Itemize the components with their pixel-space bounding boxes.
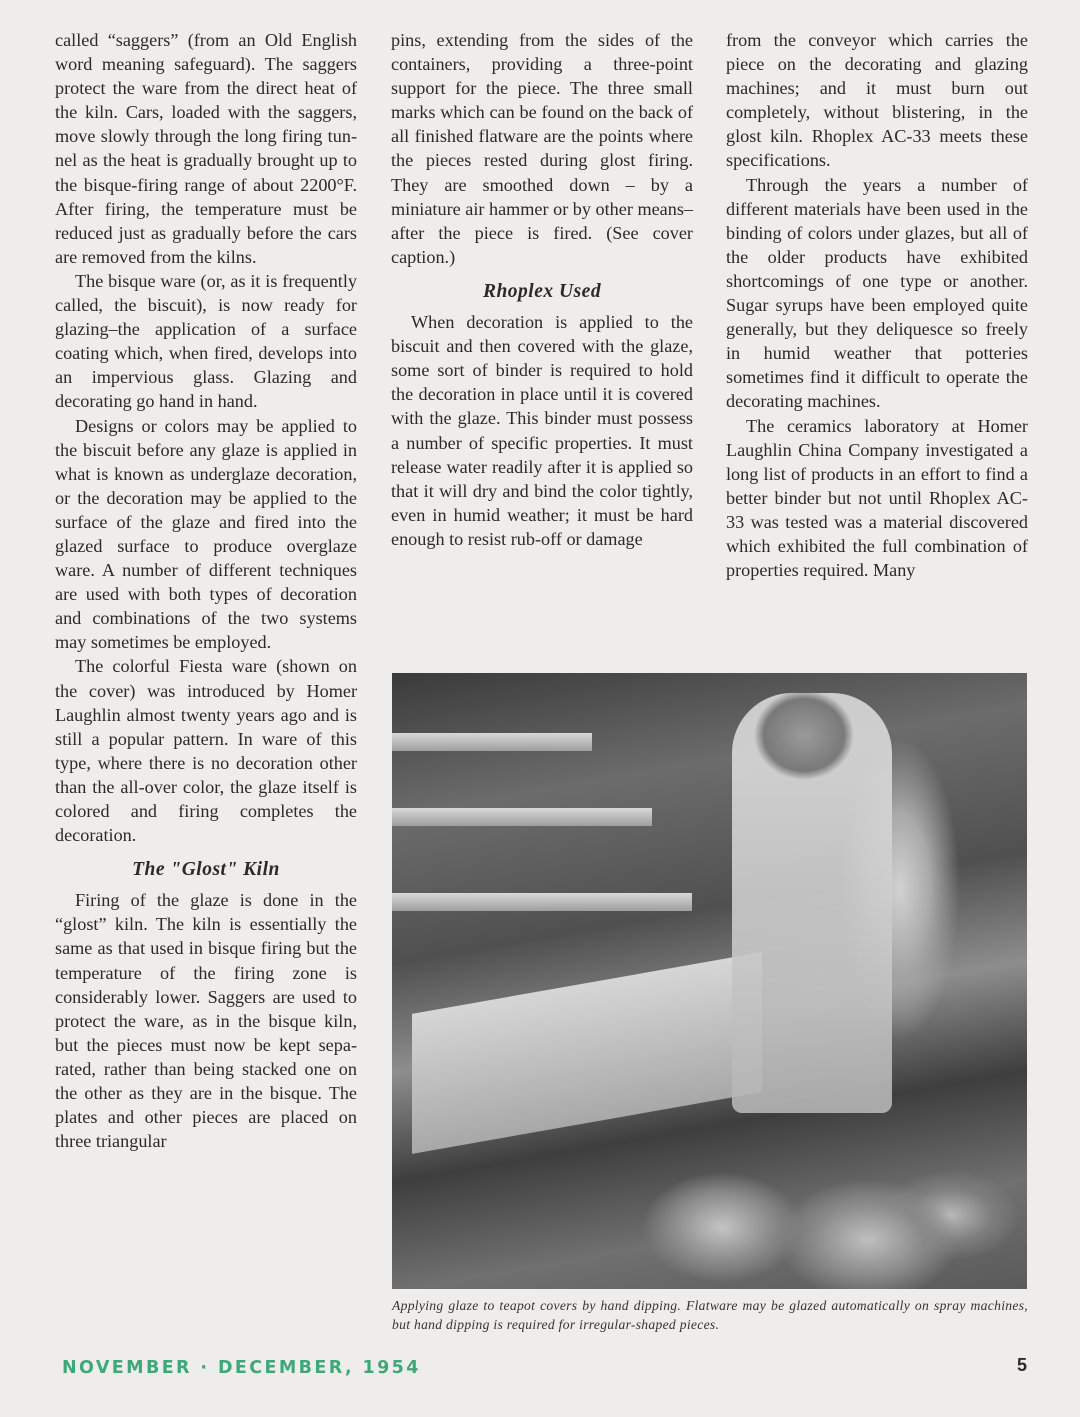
paragraph: The bisque ware (or, as it is frequently called, the biscuit), is now ready for glazing–the application of a surface coating which, when fired, develops into an impervious glass. Glazing and decorating go hand in hand. [55,270,357,412]
photo-caption: Applying glaze to teapot covers by hand dipping. Flatware may be glazed automatically on spray machines, but hand dipping is required for irregular-shaped pieces. [392,1298,1028,1332]
article-column-2 [391,28,693,551]
issue-date: NOVEMBER · DECEMBER, 1954 [62,1358,421,1378]
photo-glaze-vat [412,952,762,1154]
photo-rack-shelf [392,733,592,751]
paragraph: pins, extending from the sides of the containers, providing a three-point support for the piece. The three small marks which can be found on the back of all finished flatware are the points where the pieces rested during glost firing. They are smoothed down – by a miniature air hammer or by other means–after the piece is fired. (See cover caption.) [391,30,694,267]
section-heading-rhoplex-used: Rhoplex Used [482,280,602,302]
paragraph: The ceramics laboratory at Homer Laughlin China Company investigated a long list of products in an effort to find a better binder but not until Rhoplex AC-33 was tested was a material discovered which exhibited the full combination of properties required. Many [726,415,1028,581]
article-column-1 [55,28,357,1153]
photo-rack-shelf [392,893,692,911]
photo-glaze-dipping [392,673,1027,1289]
paragraph: from the conveyor which carries the piece on the decorating and glazing machines; and it must burn out completely, without blistering, in the glost kiln. Rhoplex AC-33 meets these specifications. [726,30,1028,171]
paragraph: When decoration is applied to the biscuit and then covered with the glaze, some sort of binder is required to hold the decoration in place until it is covered with the glaze. This binder must possess a number of specific properties. It must release water readily after it is applied so that it will dry and bind the color tightly, even in humid weather; it must be hard enough to resist rub-off or damage [391,312,693,549]
paragraph: Firing of the glaze is done in the “glost” kiln. The kiln is essentially the same as that used in bisque firing but the temperature of the firing zone is considerably lower. Saggers are used to protect the ware, as in the bisque kiln, but the pieces must now be kept separated, rather than being stacked one on the other as they are in the bisque. The plates and other pieces are placed on three triangular [55,890,357,1152]
photo-rack-shelf [392,808,652,826]
photo-worker-figure [732,693,892,1113]
paragraph: Designs or colors may be applied to the biscuit before any glaze is applied in what is known as underglaze decoration, or the decoration may be applied to the surface of the glaze and fired into the glazed surface to produce overglaze ware. A number of different techniques are used with both types of decoration and combinations of the two systems may sometimes be employed. [55,415,357,653]
paragraph: Through the years a number of different materials have been used in the binding of colors under glazes, but all of the older products have exhibited shortcomings of one type or another. Sugar syrups have been employed quite generally, but they deliquesce so freely in humid weather that potteries sometimes find it difficult to operate the decorating machines. [726,174,1028,412]
page-number: 5 [1017,1355,1028,1375]
paragraph: The colorful Fiesta ware (shown on the cover) was introduced by Homer Laughlin almost twenty years ago and is still a popular pattern. In ware of this type, where there is no decoration other than the all-over color, the glaze itself is colored and firing completes the decoration. [55,656,357,846]
paragraph: called “saggers” (from an Old English word meaning safeguard). The saggers protect the ware from the direct heat of the kiln. Cars, loaded with the saggers, move slowly through the long firing tunnel as the heat is gradually brought up to the bisque-firing range of about 2200°F. After firing, the temperature must be reduced just as gradually before the cars are removed from the kilns. [55,30,357,267]
article-column-3 [726,28,1028,582]
section-heading-glost-kiln: The "Glost" Kiln [132,859,280,881]
